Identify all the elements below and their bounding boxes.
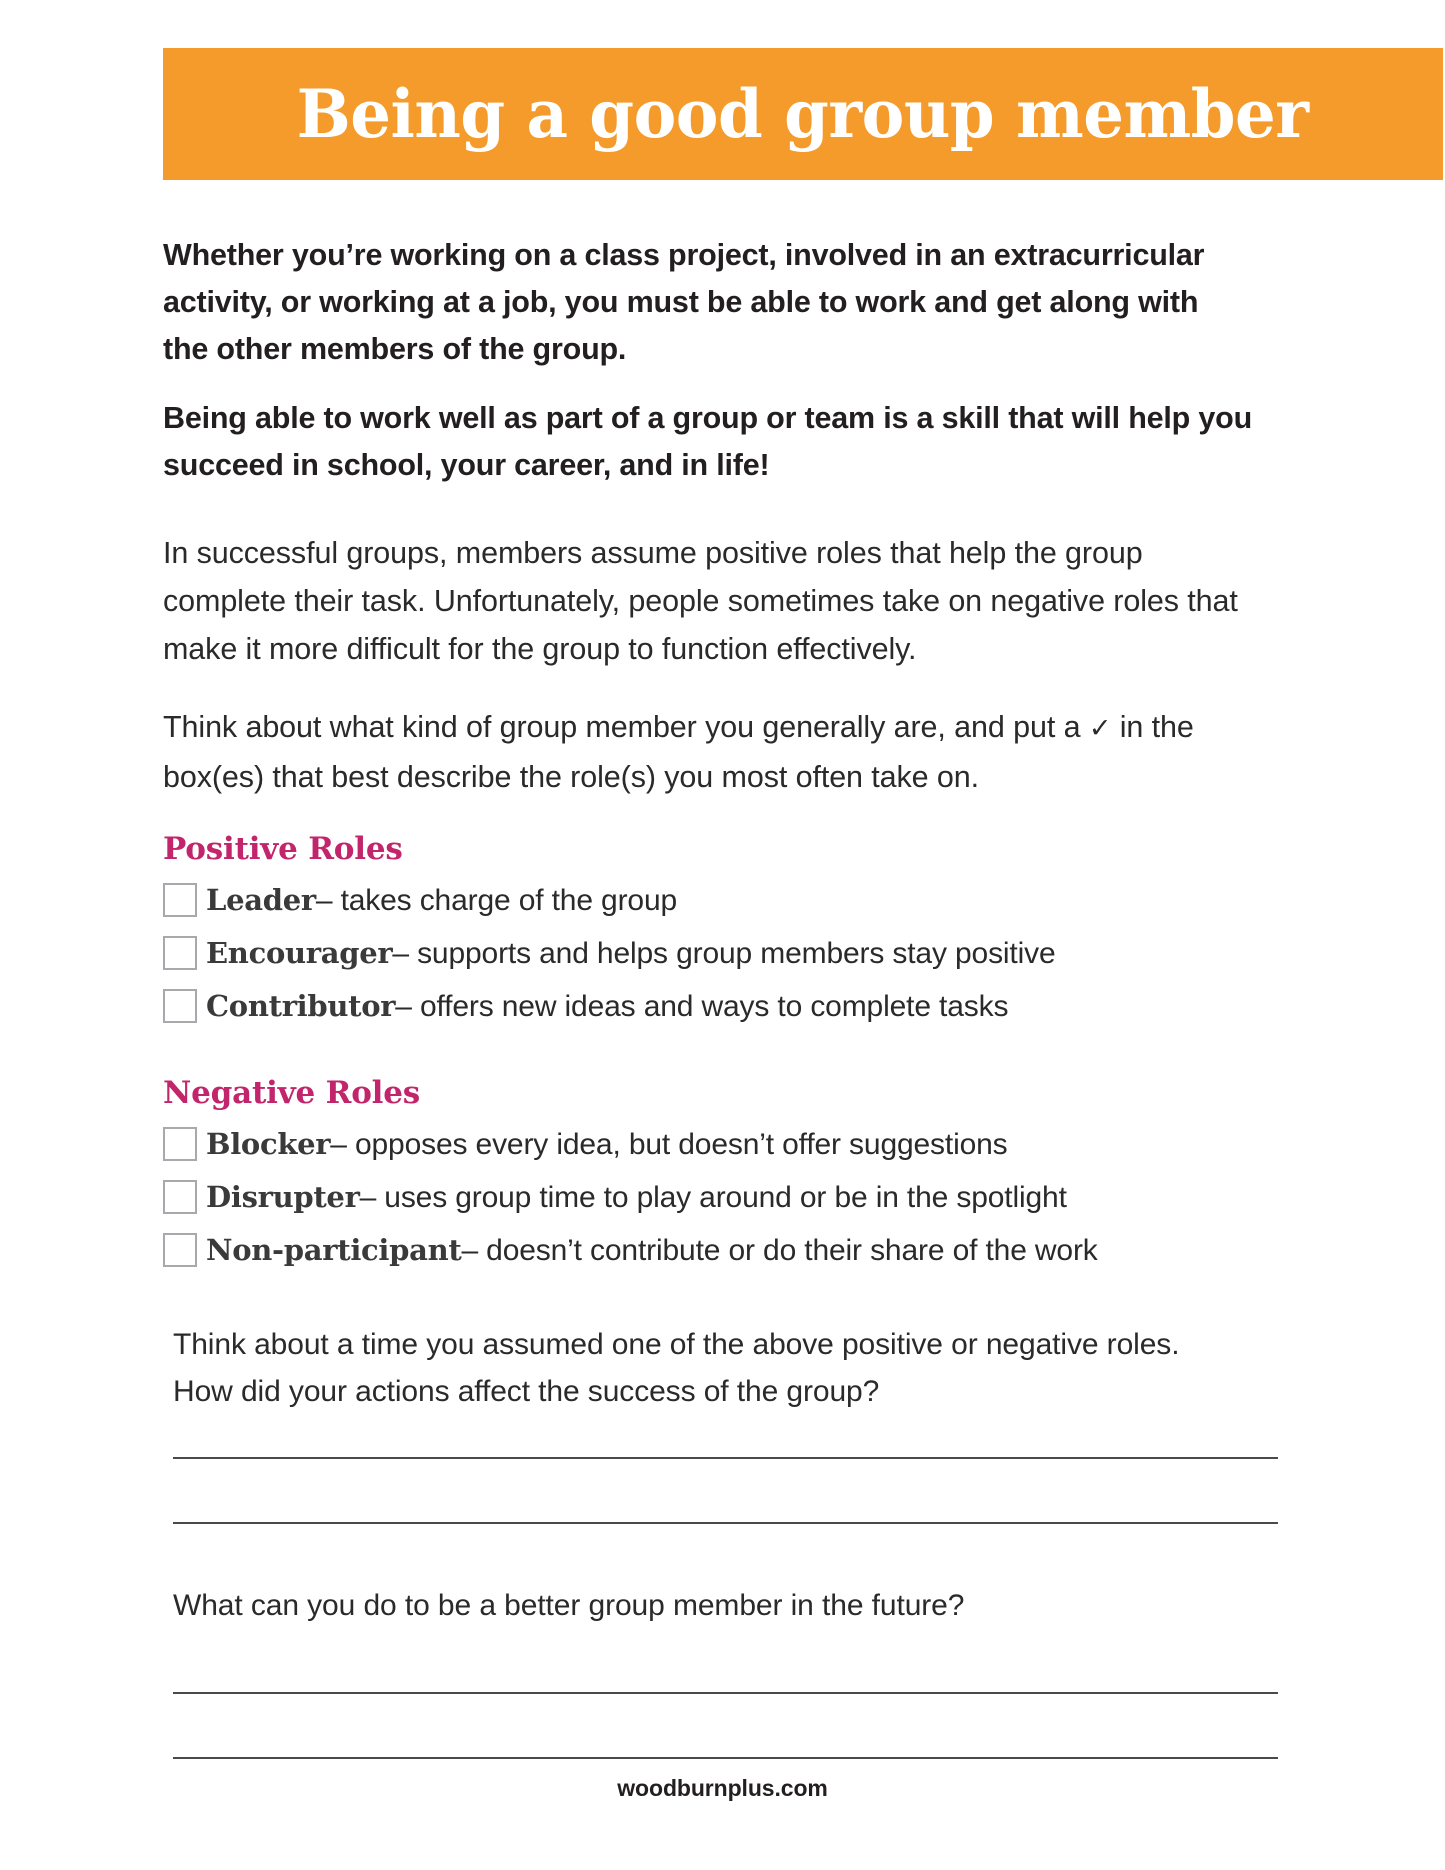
role-label-disrupter (206, 1175, 1067, 1220)
intro-paragraph-2: Being able to work well as part of a group or team is a skill that will help you succeed in school, your career, and in life! (163, 401, 1252, 482)
role-name-contributor: Contributor (206, 989, 396, 1023)
role-name-encourager: Encourager (206, 936, 393, 970)
role-description-non-participant: – doesn’t contribute or do their share of the work (461, 1234, 1098, 1267)
role-description-encourager: – supports and helps group members stay positive (392, 937, 1056, 970)
role-name-disrupter: Disrupter (206, 1180, 360, 1214)
answer-area-question-2[interactable] (173, 1692, 1283, 1759)
answer-line[interactable] (173, 1692, 1278, 1694)
role-description-contributor: – offers new ideas and ways to complete tasks (395, 990, 1009, 1023)
role-row-disrupter[interactable] (163, 1175, 1283, 1220)
checkmark-icon: ✓ (1088, 713, 1112, 744)
checkbox-disrupter[interactable] (163, 1180, 197, 1214)
role-description-disrupter: – uses group time to play around or be in the spotlight (359, 1181, 1067, 1214)
role-name-blocker: Blocker (206, 1127, 331, 1161)
instruction-text-before-check: Think about what kind of group member you generally are, and put a (163, 710, 1089, 744)
role-label-non-participant (206, 1228, 1098, 1273)
checkbox-contributor[interactable] (163, 989, 197, 1023)
intro-paragraph-1: Whether you’re working on a class project, involved in an extracurricular activity, or working at a job, you must be able to work and get along with the other members of the group. (163, 238, 1205, 366)
reflection-block (163, 1321, 1283, 1759)
role-description-blocker: – opposes every idea, but doesn’t offer suggestions (330, 1128, 1008, 1161)
role-row-leader[interactable] (163, 878, 1283, 923)
answer-line[interactable] (173, 1757, 1278, 1759)
role-row-non-participant[interactable] (163, 1228, 1283, 1273)
role-row-encourager[interactable] (163, 931, 1283, 976)
footer-site-name: woodburnplus.com (617, 1775, 828, 1801)
role-label-encourager (206, 931, 1056, 976)
role-label-blocker (206, 1122, 1008, 1167)
positive-roles-list (163, 878, 1283, 1029)
worksheet-content (163, 232, 1283, 1771)
checkbox-non-participant[interactable] (163, 1233, 197, 1267)
role-label-leader (206, 878, 677, 923)
reflection-question-1: Think about a time you assumed one of the above positive or negative roles. How did your actions affect the success of the group? (173, 1328, 1180, 1408)
checkbox-blocker[interactable] (163, 1127, 197, 1161)
role-name-leader: Leader (206, 883, 316, 917)
role-name-non-participant: Non-participant (206, 1233, 462, 1267)
section-heading-positive-roles: Positive Roles (163, 831, 403, 867)
role-row-blocker[interactable] (163, 1122, 1283, 1167)
role-description-leader: – takes charge of the group (315, 884, 678, 917)
checkbox-encourager[interactable] (163, 936, 197, 970)
intro-paragraph-4 (163, 703, 1223, 801)
header-banner (163, 48, 1443, 180)
answer-area-question-1[interactable] (173, 1457, 1283, 1524)
section-heading-negative-roles: Negative Roles (163, 1075, 421, 1111)
instruction-text-after-check: in the box(es) that best describe the role(s) you most often take on. (163, 710, 1194, 794)
page-title: Being a good group member (297, 75, 1309, 153)
role-row-contributor[interactable] (163, 984, 1283, 1029)
intro-paragraph-3: In successful groups, members assume positive roles that help the group complete their task. Unfortunately, people sometimes take on negative roles that make it more difficult for the group to function effectively. (163, 536, 1238, 666)
negative-roles-list (163, 1122, 1283, 1273)
answer-line[interactable] (173, 1457, 1278, 1459)
role-label-contributor (206, 984, 1008, 1029)
answer-line[interactable] (173, 1522, 1278, 1524)
reflection-question-2: What can you do to be a better group member in the future? (173, 1589, 965, 1622)
checkbox-leader[interactable] (163, 883, 197, 917)
